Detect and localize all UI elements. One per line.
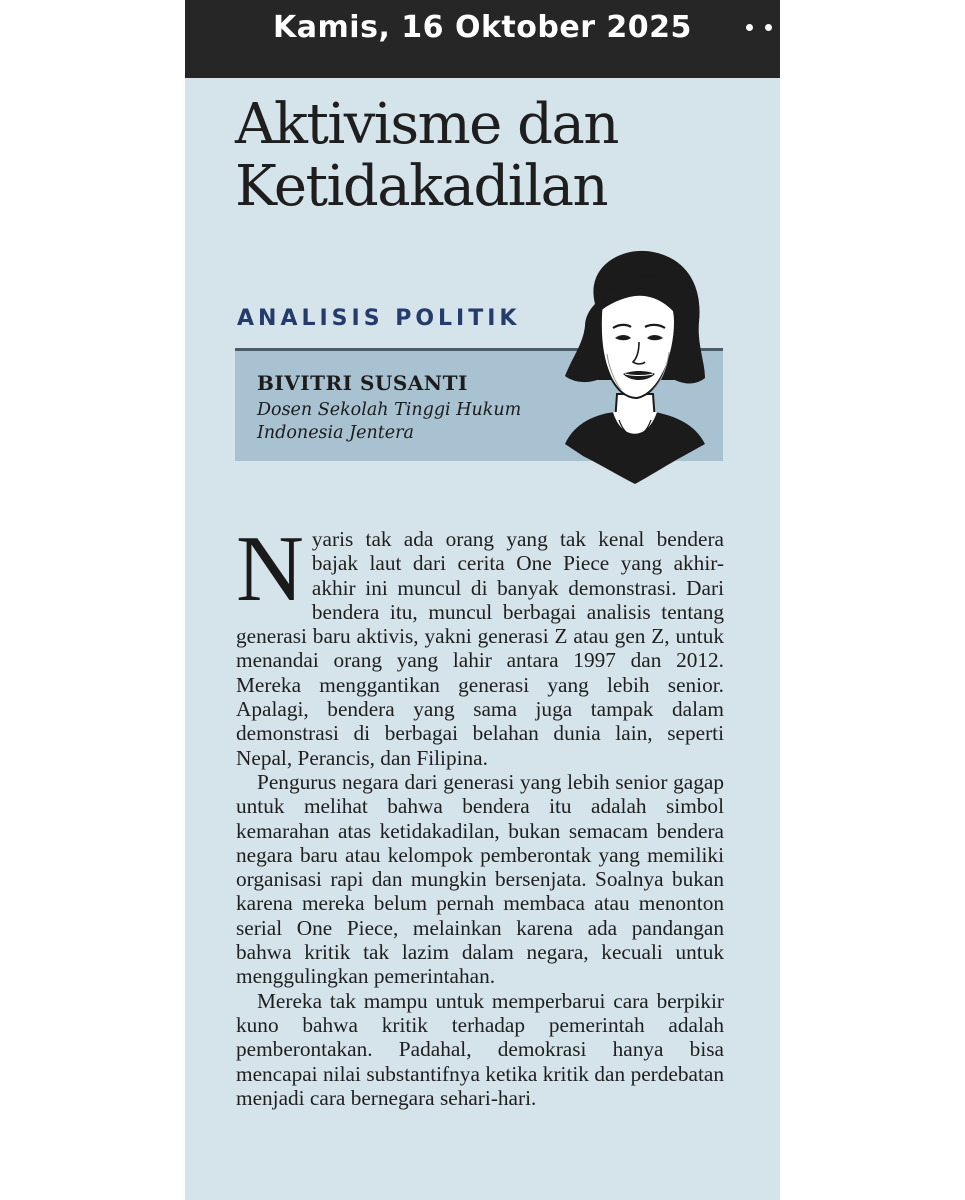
author-role: Dosen Sekolah Tinggi Hukum Indonesia Jentera xyxy=(257,400,522,443)
dropcap-letter: N xyxy=(236,517,304,621)
edition-date: Kamis, 16 Oktober 2025 xyxy=(273,10,692,45)
paragraph-2: Pengurus negara dari generasi yang lebih senior gagap untuk melihat bahwa bendera itu adalah simbol kemarahan atas ketidakadilan, bukan semacam bendera negara baru atau kelompok pemberontak yang memiliki organisasi rapi dan mungkin bersenjata. Soalnya bukan karena mereka belum pernah membaca atau menonton serial One Piece, melainkan karena ada pandangan bahwa kritik tak lazim dalam negara, kecuali untuk menggulingkan pemerintahan. xyxy=(236,769,724,989)
author-portrait-illustration xyxy=(555,244,715,489)
article-column[interactable] xyxy=(185,0,780,1200)
article-body xyxy=(236,517,724,1110)
rubric-label: ANALISIS POLITIK xyxy=(237,306,521,331)
more-dots-icon[interactable] xyxy=(744,10,780,40)
author-name: BIVITRI SUSANTI xyxy=(257,371,468,395)
date-header xyxy=(185,0,780,78)
paragraph-1-text: yaris tak ada orang yang tak kenal bendera bajak laut dari cerita One Piece yang akhir-akhir ini muncul di banyak demonstrasi. Dari bendera itu, muncul berbagai analisis tentang generasi baru aktivis, yakni generasi Z atau gen Z, untuk menandai orang yang lahir antara 1997 dan 2012. Mereka menggantikan generasi yang lebih senior. Apalagi, bendera yang sama juga tampak dalam demonstrasi di berbagai belahan dunia lain, seperti Nepal, Perancis, dan Filipina. xyxy=(236,527,724,770)
paragraph-3: Mereka tak mampu untuk memperbarui cara berpikir kuno bahwa kritik terhadap pemerintah adalah pemberontakan. Padahal, demokrasi hanya bisa mencapai nilai substantifnya ketika kritik dan perdebatan menjadi cara bernegara sehari-hari. xyxy=(236,988,724,1110)
article-title: Aktivisme dan Ketidakadilan xyxy=(235,92,618,219)
paragraph-1 xyxy=(236,517,724,770)
watermark xyxy=(733,70,780,1200)
